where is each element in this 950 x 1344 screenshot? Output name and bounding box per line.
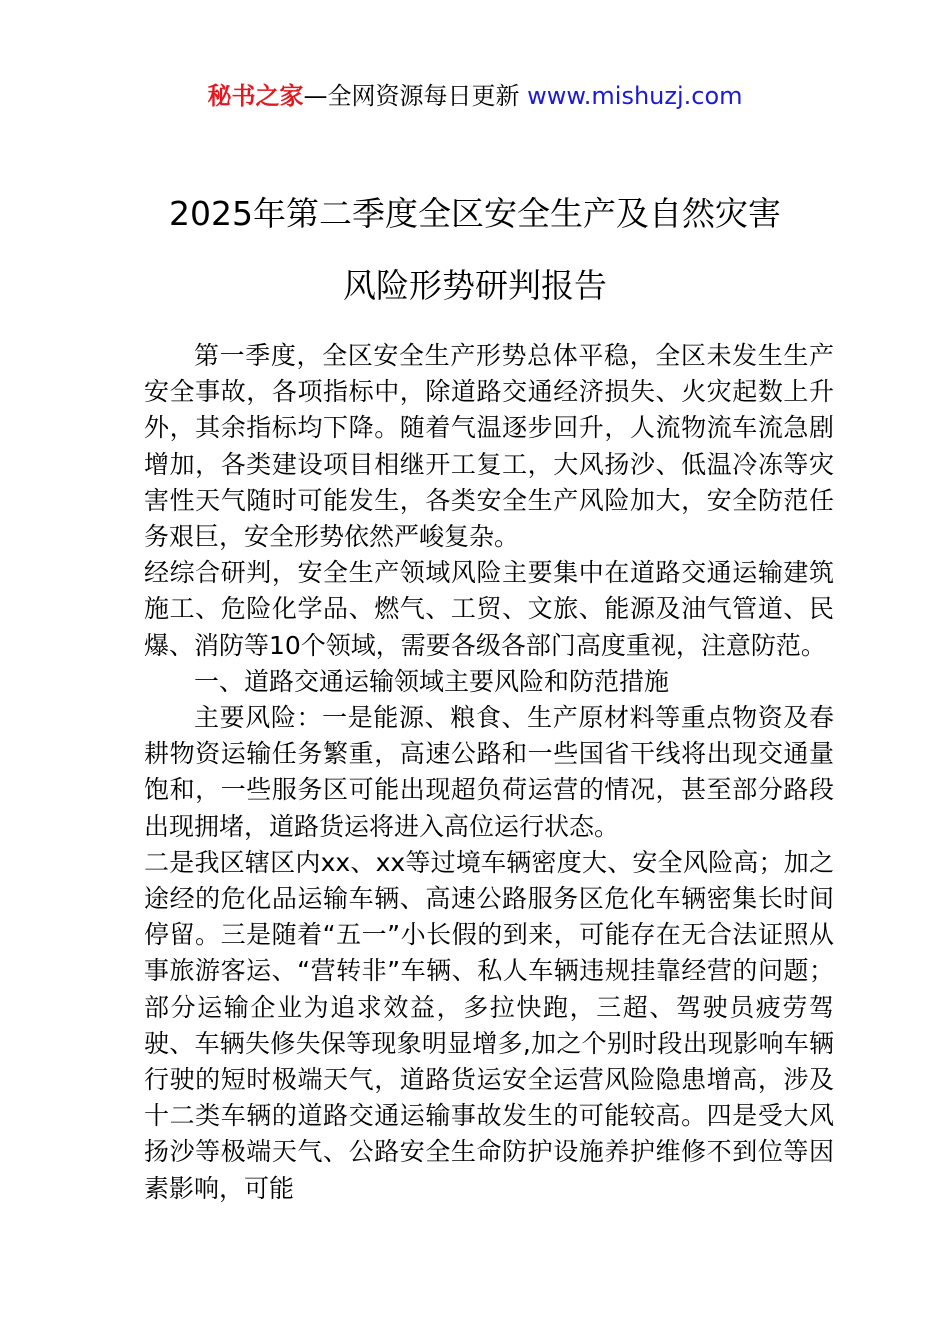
paragraph-assessment: 经综合研判，安全生产领域风险主要集中在道路交通运输建筑施工、危险化学品、燃气、工贸、文旅、能源及油气管道、民爆、消防等10个领域，需要各级各部门高度重视，注意防范。: [144, 558, 834, 660]
paragraph-main-risks: 主要风险：一是能源、粮食、生产原材料等重点物资及春耕物资运输任务繁重，高速公路和一些国省干线将出现交通量饱和，一些服务区可能出现超负荷运营的情况，甚至部分路段出现拥堵，道路货运将进入高位运行状态。: [144, 703, 834, 841]
document-title: [0, 178, 950, 322]
site-header: [0, 80, 950, 112]
site-tagline: —全网资源每日更新: [303, 82, 528, 110]
brand-name: 秘书之家: [207, 82, 304, 110]
document-body: [144, 338, 834, 1207]
section-heading-1: 一、道路交通运输领域主要风险和防范措施: [194, 666, 670, 696]
paragraph-risks-continued: 二是我区辖区内xx、xx等过境车辆密度大、安全风险高；加之途经的危化品运输车辆、高速公路服务区危化车辆密集长时间停留。三是随着“五一”小长假的到来，可能存在无合法证照从事旅游客运、“营转非”车辆、私人车辆违规挂靠经营的问题；部分运输企业为追求效益，多拉快跑，三超、驾驶员疲劳驾驶、车辆失修失保等现象明显增多,加之个别时段出现影响车辆行驶的短时极端天气，道路货运安全运营风险隐患增高，涉及十二类车辆的道路交通运输事故发生的可能较高。四是受大风扬沙等极端天气、公路安全生命防护设施养护维修不到位等因素影响，可能: [144, 847, 834, 1203]
paragraph-intro: 第一季度，全区安全生产形势总体平稳，全区未发生生产安全事故，各项指标中，除道路交通经济损失、火灾起数上升外，其余指标均下降。随着气温逐步回升，人流物流车流急剧增加，各类建设项目相继开工复工，大风扬沙、低温冷冻等灾害性天气随时可能发生，各类安全生产风险加大，安全防范任务艰巨，安全形势依然严峻复杂。: [144, 341, 834, 552]
title-line-1: 2025年第二季度全区安全生产及自然灾害: [169, 194, 781, 233]
site-url[interactable]: www.mishuzj.com: [527, 82, 743, 110]
title-line-2: 风险形势研判报告: [343, 266, 607, 305]
